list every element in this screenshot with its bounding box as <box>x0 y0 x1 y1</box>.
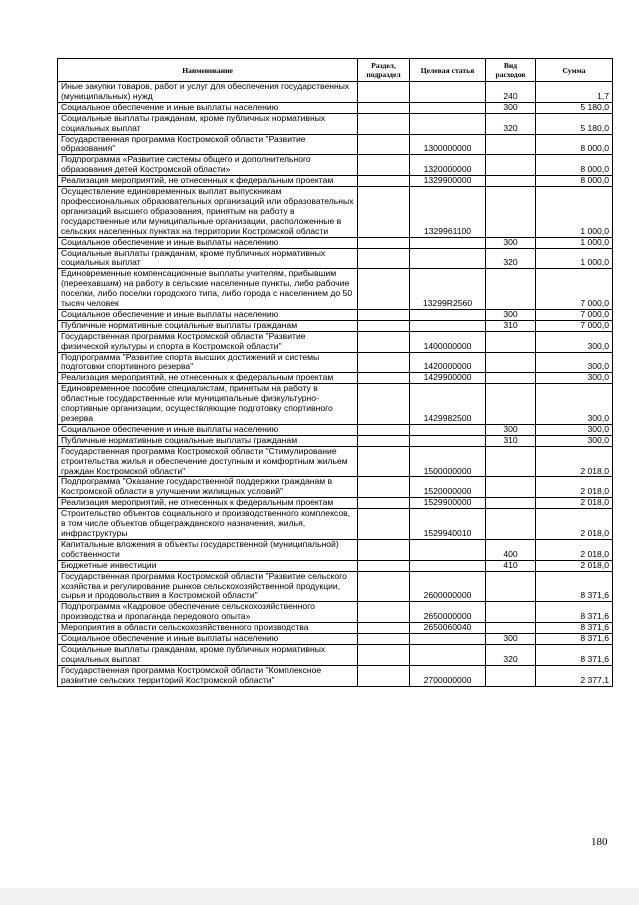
table-row <box>58 309 613 320</box>
cell-target <box>410 560 486 571</box>
cell-vid <box>486 384 536 425</box>
table-row <box>58 623 613 634</box>
cell-sum: 300,0 <box>536 424 613 435</box>
cell-target <box>410 237 486 248</box>
cell-name: Бюджетные инвестиции <box>58 560 358 571</box>
page-number: 180 <box>591 836 608 848</box>
cell-name: Государственная программа Костромской области "Развитие сельского хозяйства и регулирование рынков сельскохозяйственной продукции, сырья и продовольствия в Костромской области" <box>58 571 358 602</box>
table-row <box>58 269 613 310</box>
cell-section <box>358 134 410 155</box>
cell-section <box>358 113 410 134</box>
cell-vid <box>486 176 536 187</box>
cell-section <box>358 539 410 560</box>
cell-sum: 8 371,6 <box>536 602 613 623</box>
table-row <box>58 665 613 686</box>
cell-target <box>410 82 486 103</box>
cell-section <box>358 435 410 446</box>
cell-name: Социальное обеспечение и иные выплаты населению <box>58 634 358 645</box>
cell-vid <box>486 623 536 634</box>
cell-section <box>358 571 410 602</box>
cell-section <box>358 309 410 320</box>
cell-name: Социальные выплаты гражданам, кроме публичных нормативных социальных выплат <box>58 248 358 269</box>
cell-sum: 8 371,6 <box>536 634 613 645</box>
table-row <box>58 113 613 134</box>
cell-name: Социальное обеспечение и иные выплаты населению <box>58 237 358 248</box>
cell-vid: 240 <box>486 82 536 103</box>
cell-sum: 2 018,0 <box>536 539 613 560</box>
cell-target: 1529940010 <box>410 509 486 540</box>
cell-sum: 7 000,0 <box>536 309 613 320</box>
table-row <box>58 155 613 176</box>
table-row <box>58 644 613 665</box>
cell-name: Мероприятия в области сельскохозяйственного производства <box>58 623 358 634</box>
cell-sum: 7 000,0 <box>536 320 613 331</box>
cell-section <box>358 560 410 571</box>
table-row <box>58 373 613 384</box>
cell-vid: 300 <box>486 424 536 435</box>
cell-name: Социальные выплаты гражданам, кроме публичных нормативных социальных выплат <box>58 113 358 134</box>
cell-sum: 2 018,0 <box>536 477 613 498</box>
cell-vid <box>486 134 536 155</box>
cell-target: 1420000000 <box>410 352 486 373</box>
cell-vid: 310 <box>486 435 536 446</box>
cell-sum: 300,0 <box>536 373 613 384</box>
cell-sum: 2 018,0 <box>536 509 613 540</box>
cell-target: 13299R2560 <box>410 269 486 310</box>
cell-vid <box>486 269 536 310</box>
cell-sum: 2 018,0 <box>536 446 613 477</box>
cell-section <box>358 373 410 384</box>
cell-target: 2600000000 <box>410 571 486 602</box>
header-target: Целевая статья <box>410 59 486 82</box>
cell-sum: 8 000,0 <box>536 176 613 187</box>
table-row <box>58 539 613 560</box>
cell-sum: 1 000,0 <box>536 187 613 238</box>
cell-vid: 320 <box>486 248 536 269</box>
cell-sum: 2 377,1 <box>536 665 613 686</box>
table-row <box>58 571 613 602</box>
cell-section <box>358 102 410 113</box>
cell-name: Подпрограмма «Кадровое обеспечение сельскохозяйственного производства и пропаганда передового опыта» <box>58 602 358 623</box>
cell-section <box>358 446 410 477</box>
cell-section <box>358 644 410 665</box>
header-section: Раздел, подраздел <box>358 59 410 82</box>
table-row <box>58 634 613 645</box>
table-row <box>58 435 613 446</box>
cell-section <box>358 424 410 435</box>
cell-vid <box>486 602 536 623</box>
cell-name: Государственная программа Костромской области "Развитие физической культуры и спорта в Костромской области" <box>58 331 358 352</box>
cell-vid: 410 <box>486 560 536 571</box>
cell-target <box>410 248 486 269</box>
cell-section <box>358 269 410 310</box>
table-row <box>58 446 613 477</box>
cell-name: Подпрограмма "Оказание государственной поддержки гражданам в Костромской области в улучшении жилищных условий" <box>58 477 358 498</box>
cell-target <box>410 644 486 665</box>
table-body <box>58 82 613 687</box>
cell-section <box>358 352 410 373</box>
cell-sum: 1 000,0 <box>536 248 613 269</box>
table-row <box>58 498 613 509</box>
table-row <box>58 102 613 113</box>
cell-target: 1529900000 <box>410 498 486 509</box>
table-row <box>58 176 613 187</box>
cell-name: Подпрограмма «Развитие системы общего и дополнительного образования детей Костромской области» <box>58 155 358 176</box>
cell-name: Социальное обеспечение и иные выплаты населению <box>58 309 358 320</box>
cell-section <box>358 509 410 540</box>
cell-vid <box>486 373 536 384</box>
cell-name: Единовременное пособие специалистам, принятым на работу в областные государственные или муниципальные физкультурно-спортивные организации, осуществляющие подготовку спортивного резерва <box>58 384 358 425</box>
cell-target: 1329900000 <box>410 176 486 187</box>
cell-section <box>358 237 410 248</box>
table-row <box>58 134 613 155</box>
cell-name: Социальное обеспечение и иные выплаты населению <box>58 102 358 113</box>
cell-section <box>358 477 410 498</box>
cell-section <box>358 176 410 187</box>
cell-target: 1400000000 <box>410 331 486 352</box>
table-row <box>58 424 613 435</box>
budget-table <box>57 58 613 687</box>
cell-name: Публичные нормативные социальные выплаты гражданам <box>58 435 358 446</box>
table-row <box>58 602 613 623</box>
cell-target <box>410 113 486 134</box>
table-header-row <box>58 59 613 82</box>
table-row <box>58 82 613 103</box>
cell-section <box>358 623 410 634</box>
cell-vid <box>486 155 536 176</box>
cell-sum: 7 000,0 <box>536 269 613 310</box>
cell-sum: 8 371,6 <box>536 623 613 634</box>
cell-sum: 5 180,0 <box>536 113 613 134</box>
cell-target <box>410 424 486 435</box>
cell-sum: 300,0 <box>536 331 613 352</box>
cell-sum: 300,0 <box>536 384 613 425</box>
table-row <box>58 352 613 373</box>
cell-section <box>358 331 410 352</box>
cell-vid <box>486 509 536 540</box>
cell-vid <box>486 331 536 352</box>
cell-target: 2700000000 <box>410 665 486 686</box>
cell-section <box>358 155 410 176</box>
cell-target: 1500000000 <box>410 446 486 477</box>
cell-vid <box>486 352 536 373</box>
header-sum: Сумма <box>536 59 613 82</box>
cell-target: 1300000000 <box>410 134 486 155</box>
cell-vid <box>486 187 536 238</box>
cell-sum: 1 000,0 <box>536 237 613 248</box>
cell-target <box>410 309 486 320</box>
cell-section <box>358 634 410 645</box>
cell-target <box>410 539 486 560</box>
cell-name: Строительство объектов социального и производственного комплексов, в том числе объектов общегражданского назначения, жилья, инфраструктуры <box>58 509 358 540</box>
header-name: Наименование <box>58 59 358 82</box>
cell-section <box>358 602 410 623</box>
table-row <box>58 248 613 269</box>
cell-target: 1329961100 <box>410 187 486 238</box>
cell-vid <box>486 665 536 686</box>
cell-name: Социальное обеспечение и иные выплаты населению <box>58 424 358 435</box>
cell-vid <box>486 446 536 477</box>
cell-target <box>410 435 486 446</box>
table-row <box>58 320 613 331</box>
cell-vid: 300 <box>486 237 536 248</box>
cell-target: 2650060040 <box>410 623 486 634</box>
cell-section <box>358 320 410 331</box>
table-row <box>58 509 613 540</box>
cell-target: 1429982500 <box>410 384 486 425</box>
cell-name: Государственная программа Костромской области "Развитие образования" <box>58 134 358 155</box>
cell-name: Реализация мероприятий, не отнесенных к федеральным проектам <box>58 498 358 509</box>
cell-target <box>410 634 486 645</box>
cell-name: Осуществление единовременных выплат выпускникам профессиональных образовательных организаций или образовательных организаций высшего образования, принятым на работу в государственные или муниципальные организации, расположенные в сельских населенных пунктах на территории Костромской области <box>58 187 358 238</box>
cell-vid <box>486 498 536 509</box>
cell-vid: 300 <box>486 634 536 645</box>
cell-vid: 320 <box>486 113 536 134</box>
cell-name: Капитальные вложения в объекты государственной (муниципальной) собственности <box>58 539 358 560</box>
cell-name: Подпрограмма "Развитие спорта высших достижений и системы подготовки спортивного резерва" <box>58 352 358 373</box>
cell-vid <box>486 571 536 602</box>
cell-section <box>358 498 410 509</box>
cell-name: Единовременные компенсационные выплаты учителям, прибывшим (переехавшим) на работу в сельские населенные пункты, либо рабочие поселки, либо поселки городского типа, либо города с населением до 50 тысяч человек <box>58 269 358 310</box>
table-row <box>58 384 613 425</box>
cell-vid: 310 <box>486 320 536 331</box>
cell-section <box>358 665 410 686</box>
table-row <box>58 237 613 248</box>
cell-vid: 300 <box>486 309 536 320</box>
cell-name: Государственная программа Костромской области "Стимулирование строительства жилья и обеспечение доступным и комфортным жильем граждан Костромской области" <box>58 446 358 477</box>
table-row <box>58 331 613 352</box>
cell-target: 1320000000 <box>410 155 486 176</box>
cell-section <box>358 187 410 238</box>
table-row <box>58 187 613 238</box>
cell-target <box>410 320 486 331</box>
cell-section <box>358 248 410 269</box>
cell-sum: 8 000,0 <box>536 155 613 176</box>
cell-target: 1520000000 <box>410 477 486 498</box>
cell-sum: 8 000,0 <box>536 134 613 155</box>
cell-name: Государственная программа Костромской области "Комплексное развитие сельских территорий Костромской области" <box>58 665 358 686</box>
cell-vid <box>486 477 536 498</box>
cell-sum: 300,0 <box>536 352 613 373</box>
cell-name: Иные закупки товаров, работ и услуг для обеспечения государственных (муниципальных) нужд <box>58 82 358 103</box>
cell-sum: 2 018,0 <box>536 560 613 571</box>
cell-section <box>358 384 410 425</box>
scan-bottom-strip <box>0 888 639 905</box>
cell-sum: 1,7 <box>536 82 613 103</box>
cell-sum: 8 371,6 <box>536 571 613 602</box>
cell-vid: 400 <box>486 539 536 560</box>
table-row <box>58 560 613 571</box>
cell-vid: 320 <box>486 644 536 665</box>
cell-target: 2650000000 <box>410 602 486 623</box>
cell-target <box>410 102 486 113</box>
cell-name: Публичные нормативные социальные выплаты гражданам <box>58 320 358 331</box>
cell-name: Реализация мероприятий, не отнесенных к федеральным проектам <box>58 176 358 187</box>
cell-section <box>358 82 410 103</box>
cell-sum: 2 018,0 <box>536 498 613 509</box>
cell-sum: 5 180,0 <box>536 102 613 113</box>
table-row <box>58 477 613 498</box>
cell-name: Социальные выплаты гражданам, кроме публичных нормативных социальных выплат <box>58 644 358 665</box>
cell-name: Реализация мероприятий, не отнесенных к федеральным проектам <box>58 373 358 384</box>
cell-vid: 300 <box>486 102 536 113</box>
cell-target: 1429900000 <box>410 373 486 384</box>
cell-sum: 300,0 <box>536 435 613 446</box>
cell-sum: 8 371,6 <box>536 644 613 665</box>
header-vid: Вид расходов <box>486 59 536 82</box>
